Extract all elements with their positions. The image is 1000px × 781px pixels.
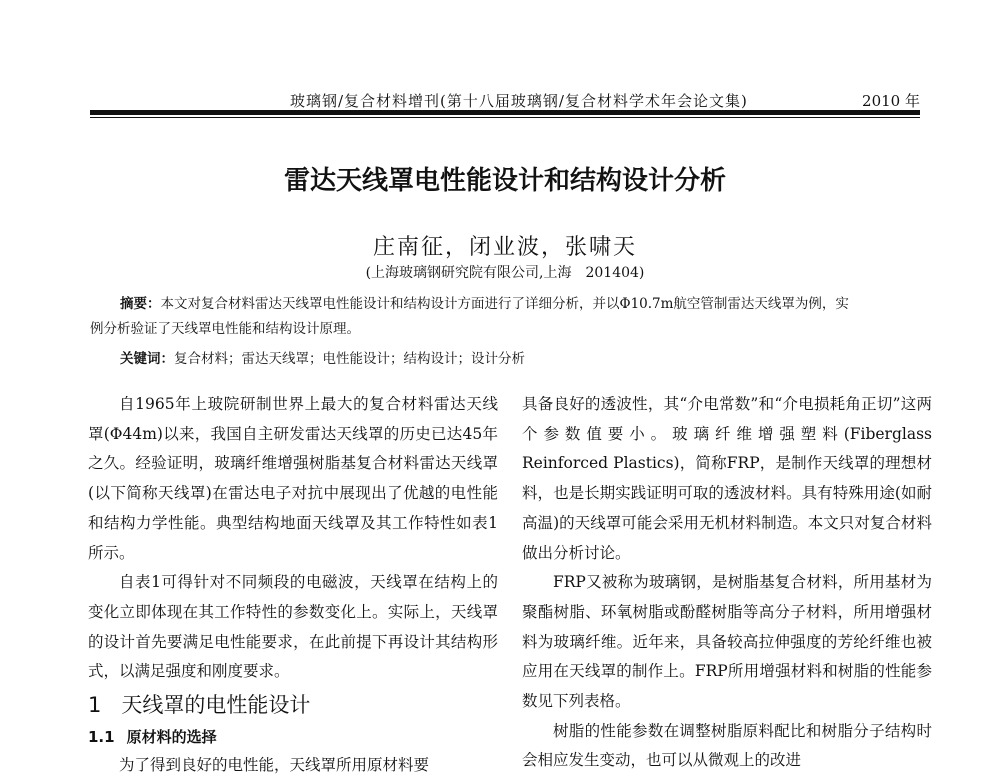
abstract-label: 摘要：: [120, 296, 161, 312]
section-title: 天线罩的电性能设计: [121, 693, 311, 718]
header-rule-thick: [90, 110, 920, 115]
paper-title: 雷达天线罩电性能设计和结构设计分析: [283, 166, 726, 196]
header-rule-thin: [90, 117, 920, 118]
body-paragraph: 具备良好的透波性，其“介电常数”和“介电损耗角正切”这两个参数值要小。玻璃纤维增强塑料(Fiberglass Reinforced Plastics)，简称FRP，是制作天线罩的理想材料，也是长期实践证明可取的透波材料。具有特殊用途(如耐高温)的天线罩可能会采用无机材料制造。本文只对复合材料做出分析讨论。: [522, 395, 932, 562]
body-paragraph: 自1965年上玻院研制世界上最大的复合材料雷达天线罩(Φ44m)以来，我国自主研发雷达天线罩的历史已达45年之久。经验证明，玻璃纤维增强树脂基复合材料雷达天线罩(以下简称天线罩)在雷达电子对抗中展现出了优越的电性能和结构力学性能。典型结构地面天线罩及其工作特性如表1所示。: [88, 395, 498, 562]
authors: 庄南征，闭业波，张啸天: [372, 235, 637, 260]
keywords-label: 关键词：: [120, 351, 174, 367]
body-paragraph: 自表1可得针对不同频段的电磁波，天线罩在结构上的变化立即体现在其工作特性的参数变化上。实际上，天线罩的设计首先要满足电性能要求，在此前提下再设计其结构形式，以满足强度和刚度要求。: [88, 573, 498, 681]
body-paragraph: 为了得到良好的电性能，天线罩所用原材料要: [119, 756, 430, 775]
right-column: [522, 390, 932, 776]
journal-name: 玻璃钢/复合材料增刊(第十八届玻璃钢/复合材料学术年会论文集): [290, 92, 748, 110]
abstract: [90, 292, 920, 342]
body-paragraph: FRP又被称为玻璃钢，是树脂基复合材料，所用基材为聚酯树脂、环氧树脂或酚醛树脂等高分子材料，所用增强材料为玻璃纤维。近年来，具备较高拉伸强度的芳纶纤维也被应用在天线罩的制作上。FRP所用增强材料和树脂的性能参数见下列表格。: [522, 573, 932, 711]
left-column: [88, 390, 498, 781]
body-paragraph: 树脂的性能参数在调整树脂原料配比和树脂分子结构时会相应发生变动，也可以从微观上的改进: [522, 721, 932, 770]
abstract-text-line1: 本文对复合材料雷达天线罩电性能设计和结构设计方面进行了详细分析，并以Φ10.7m航空管制雷达天线罩为例，实: [160, 296, 849, 312]
section-heading-1: [88, 687, 498, 723]
keywords: [120, 347, 920, 367]
affiliation: (上海玻璃钢研究院有限公司,上海 201404): [365, 265, 645, 281]
publication-year: 2010 年: [862, 92, 920, 110]
section-heading-1-1: [88, 723, 498, 751]
keywords-text: 复合材料；雷达天线罩；电性能设计；结构设计；设计分析: [174, 351, 525, 367]
subsection-number: 1.1: [88, 728, 115, 747]
abstract-text-line2: 例分析验证了天线罩电性能和结构设计原理。: [90, 321, 360, 337]
section-number: 1: [88, 693, 102, 718]
subsection-title: 原材料的选择: [126, 728, 217, 747]
